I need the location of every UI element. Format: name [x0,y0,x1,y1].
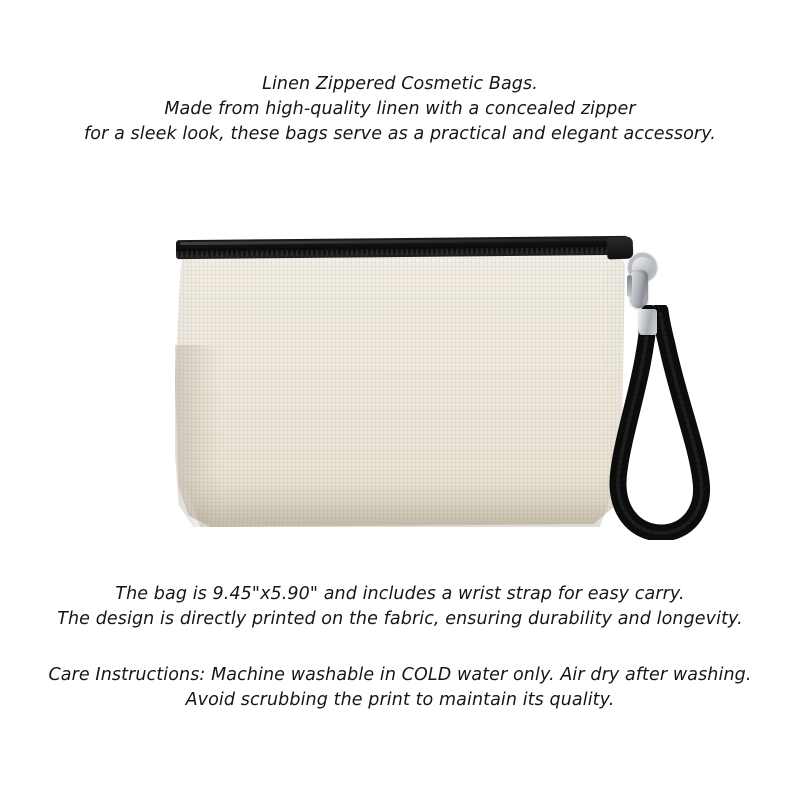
product-photo [150,225,670,535]
bottom-text-2-line-1: Care Instructions: Machine washable in COLD water only. Air dry after washing. [48,665,752,685]
bottom-text-1-line-1: The bag is 9.45"x5.90" and includes a wrist strap for easy carry. [115,584,685,604]
bag-body [175,242,625,527]
size-description-text [0,582,800,632]
care-instructions-text [0,663,800,713]
clasp-hook [630,270,648,308]
strap-metal-cuff [639,309,657,335]
clasp-gate [627,275,632,297]
swivel-clasp-hardware [624,253,654,311]
top-text-line-3: for a sleek look, these bags serve as a practical and elegant accessory. [84,123,716,144]
top-text-line-1: Linen Zippered Cosmetic Bags. [262,74,538,94]
top-text-line-2: Made from high-quality linen with a concealed zipper [164,98,636,119]
zipper-highlight [180,238,624,245]
top-description-text [0,72,800,147]
wrist-strap [605,305,715,540]
bottom-text-1-line-2: The design is directly printed on the fabric, ensuring durability and longevity. [57,608,743,629]
bottom-text-2-line-2: Avoid scrubbing the print to maintain its quality. [185,689,615,710]
